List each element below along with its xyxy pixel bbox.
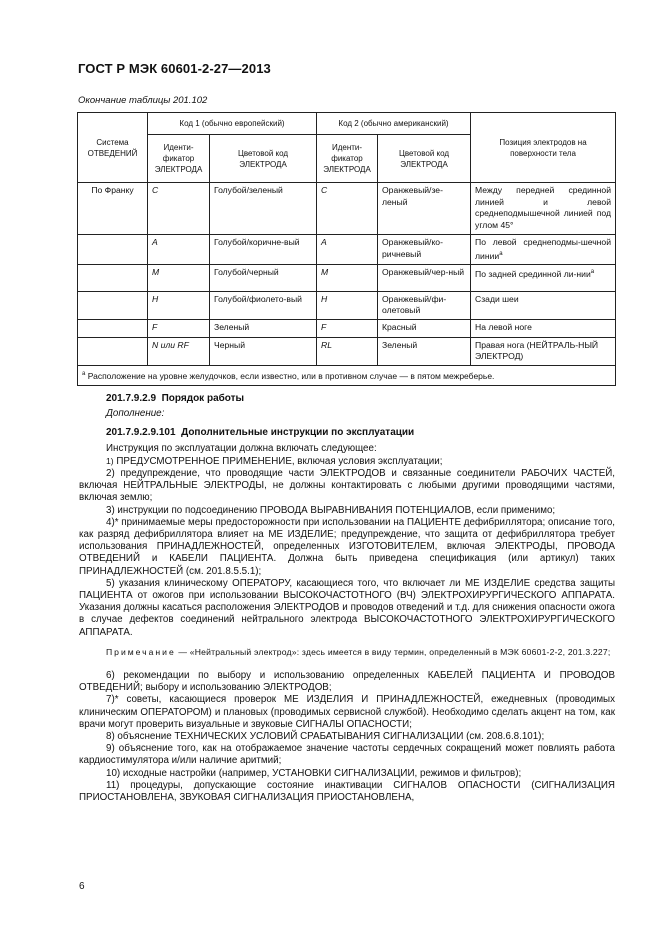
cell-position: На левой ноге bbox=[471, 319, 616, 337]
cell-id2: M bbox=[317, 264, 378, 291]
cell-id1: A bbox=[148, 235, 210, 265]
list-item: 10) исходные настройки (например, УСТАНОВКИ СИГНАЛИЗАЦИИ, режимов и фильтров); bbox=[106, 767, 522, 779]
cell-id1: C bbox=[148, 183, 210, 235]
cell-color2: Оранжевый/ко-ричневый bbox=[378, 235, 471, 265]
cell-system: По Франку bbox=[78, 183, 148, 235]
cell-color1: Зеленый bbox=[210, 319, 317, 337]
cell-color1: Голубой/зеленый bbox=[210, 183, 317, 235]
cell-id2: A bbox=[317, 235, 378, 265]
header-identifier: Иденти-фикатор ЭЛЕКТРОДА bbox=[148, 135, 210, 183]
list-item: 11) процедуры, допускающие состояние инактивации СИГНАЛОВ ОПАСНОСТИ (СИГНАЛИЗАЦИЯ ПРИОСТАНОВЛЕНА, ЗВУКОВАЯ СИГНАЛИЗАЦИЯ ПРИОСТАНОВЛЕНА, bbox=[79, 779, 615, 804]
cell-id1: M bbox=[148, 264, 210, 291]
list-item: 3) инструкции по подсоединению ПРОВОДА ВЫРАВНИВАНИЯ ПОТЕНЦИАЛОВ, если применимо; bbox=[106, 504, 556, 516]
table-footnote: $^a$ Расположение на уровне желудочков, если известно, или в противном случае — в пятом межреберье. bbox=[78, 365, 616, 385]
cell-position: По задней срединной ли-нии$^a$ bbox=[471, 264, 616, 291]
list-item: 4)* принимаемые меры предосторожности при использовании на ПАЦИЕНТЕ дефибриллятора; описание того, как разряд дефибриллятора влияет на МЕ ИЗДЕЛИЕ; предупреждение, что защита от дефибриллятора требует использования ПРИНАДЛЕЖНОСТЕЙ, определенных ИЗГОТОВИТЕЛЕМ, включая ЭЛЕКТРОДЫ, ПРОВОДА ОТВЕДЕНИЙ и КАБЕЛИ ПАЦИЕНТА. Должна быть приведена спецификация (или артикул) таких ПРИНАДЛЕЖНОСТЕЙ (см. 201.8.5.5.1); bbox=[79, 516, 615, 577]
cell-position: По левой среднеподмы-шечной линии$^a$ bbox=[471, 235, 616, 265]
cell-position: Между передней срединной линией и левой среднеподмышечной линией под углом 45° bbox=[471, 183, 616, 235]
body-text bbox=[79, 393, 615, 804]
cell-id1: H bbox=[148, 291, 210, 319]
table-row bbox=[78, 337, 616, 365]
cell-color1: Черный bbox=[210, 337, 317, 365]
cell-id2: C bbox=[317, 183, 378, 235]
cell-id1: N или RF bbox=[148, 337, 210, 365]
cell-id2: RL bbox=[317, 337, 378, 365]
cell-color2: Оранжевый/зе-леный bbox=[378, 183, 471, 235]
table-row bbox=[78, 264, 616, 291]
cell-color1: Голубой/фиолето-вый bbox=[210, 291, 317, 319]
header-code1: Код 1 (обычно европейский) bbox=[148, 113, 317, 135]
header-identifier: Иденти-фикатор ЭЛЕКТРОДА bbox=[317, 135, 378, 183]
cell-position: Сзади шеи bbox=[471, 291, 616, 319]
table-row bbox=[78, 235, 616, 265]
cell-color2: Зеленый bbox=[378, 337, 471, 365]
table-row bbox=[78, 183, 616, 235]
table-footnote-row bbox=[78, 365, 616, 385]
cell-id1: F bbox=[148, 319, 210, 337]
header-position: Позиция электродов на поверхности тела bbox=[471, 113, 616, 183]
addition-label: Дополнение: bbox=[106, 408, 165, 420]
subsection-heading: 201.7.9.2.9.101 Дополнительные инструкции по эксплуатации bbox=[106, 427, 415, 439]
list-item: 8) объяснение ТЕХНИЧЕСКИХ УСЛОВИЙ СРАБАТЫВАНИЯ СИГНАЛИЗАЦИИ (см. 208.6.8.101); bbox=[106, 731, 545, 743]
cell-id2: H bbox=[317, 291, 378, 319]
section-heading: 201.7.9.2.9 Порядок работы bbox=[106, 393, 245, 404]
table-caption: Окончание таблицы 201.102 bbox=[78, 95, 208, 106]
cell-position: Правая нога (НЕЙТРАЛЬ-НЫЙ ЭЛЕКТРОД) bbox=[471, 337, 616, 365]
header-color: Цветовой код ЭЛЕКТРОДА bbox=[210, 135, 317, 183]
cell-color1: Голубой/черный bbox=[210, 264, 317, 291]
list-item: 6) рекомендации по выбору и использованию определенных КАБЕЛЕЙ ПАЦИЕНТА И ПРОВОДОВ ОТВЕДЕНИЙ; выбору и использованию ЭЛЕКТРОДОВ; bbox=[79, 670, 615, 694]
note: Примечание — «Нейтральный электрод»: здесь имеется в виду термин, определенный в МЭК 60601-2-2, 201.3.227; bbox=[106, 646, 611, 657]
cell-color2: Красный bbox=[378, 319, 471, 337]
header-code2: Код 2 (обычно американский) bbox=[317, 113, 471, 135]
cell-id2: F bbox=[317, 319, 378, 337]
page-title: ГОСТ Р МЭК 60601-2-27—2013 bbox=[78, 61, 271, 76]
list-item: 2) предупреждение, что проводящие части ЭЛЕКТРОДОВ и связанные соединители РАБОЧИХ ЧАСТЕЙ, включая НЕЙТРАЛЬНЫЕ ЭЛЕКТРОДЫ, не должны контактировать с любыми другими проводящими частями, включая землю; bbox=[79, 468, 615, 504]
page-number: 6 bbox=[79, 881, 85, 892]
header-system: Система ОТВЕДЕНИЙ bbox=[78, 113, 148, 183]
list-item: 1) ПРЕДУСМОТРЕННОЕ ПРИМЕНЕНИЕ, включая условия эксплуатации; bbox=[106, 455, 443, 467]
electrode-table bbox=[77, 112, 616, 386]
list-item: 5) указания клиническому ОПЕРАТОРУ, касающиеся того, что включает ли МЕ ИЗДЕЛИЕ средства защиты ПАЦИЕНТА от ожогов при использовании ВЫСОКОЧАСТОТНОГО (ВЧ) ЭЛЕКТРОХИРУРГИЧЕСКОГО АППАРАТА. Указания должны касаться расположения ЭЛЕКТРОДОВ и проводов отведений и т.д. для снижения опасности ожога в случае дефектов соединений нейтрального электрода ВЫСОКОЧАСТОТНОГО ЭЛЕКТРОХИРУРГИЧЕСКОГО АППАРАТА. bbox=[79, 577, 615, 638]
paragraph: Инструкция по эксплуатации должна включать следующее: bbox=[106, 442, 377, 454]
table-row bbox=[78, 319, 616, 337]
table-row bbox=[78, 291, 616, 319]
cell-color2: Оранжевый/чер-ный bbox=[378, 264, 471, 291]
header-color: Цветовой код ЭЛЕКТРОДА bbox=[378, 135, 471, 183]
list-item: 9) объяснение того, как на отображаемое значение частоты сердечных сокращений может повлиять работа кардиостимулятора и/или наличие аритмий; bbox=[79, 743, 615, 767]
cell-color1: Голубой/коричне-вый bbox=[210, 235, 317, 265]
cell-color2: Оранжевый/фи-олетовый bbox=[378, 291, 471, 319]
list-item: 7)* советы, касающиеся проверок МЕ ИЗДЕЛИЯ И ПРИНАДЛЕЖНОСТЕЙ, ежедневных (проводимых клиническим ОПЕРАТОРОМ) и плановых (проводимых сервисной службой). Необходимо сделать акцент на том, как врачи могут проверить визуальные и звуковые СИГНАЛЫ ОПАСНОСТИ; bbox=[79, 694, 615, 730]
